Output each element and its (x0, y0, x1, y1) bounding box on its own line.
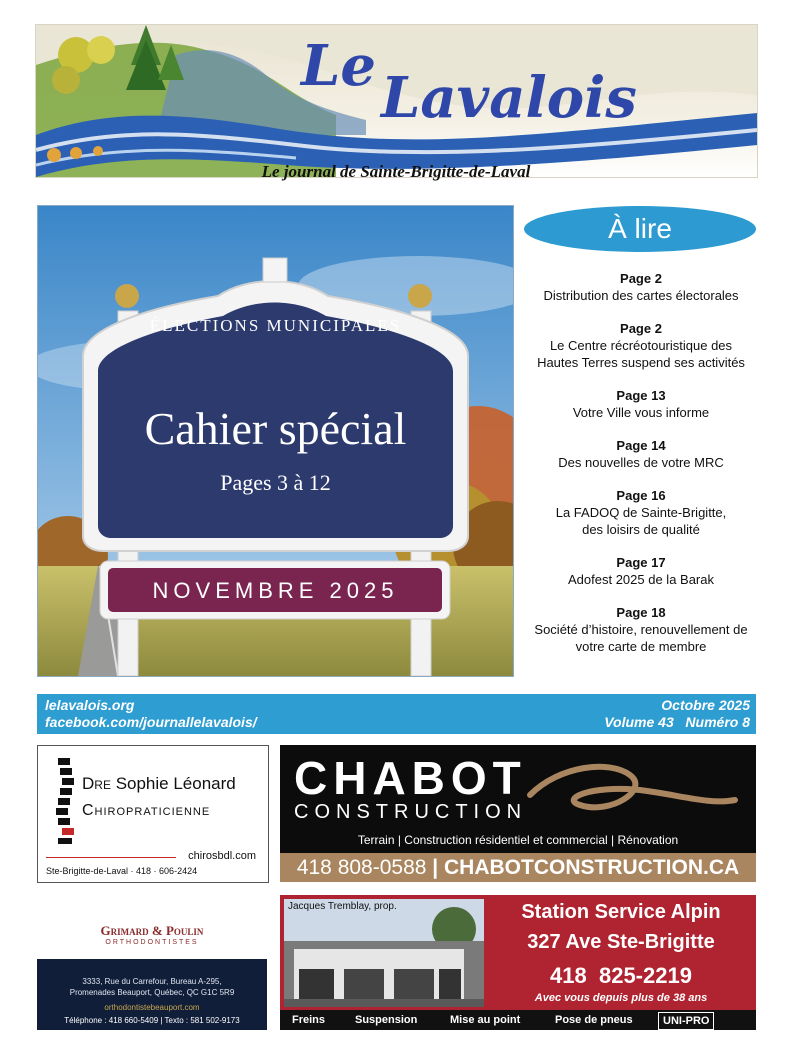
sign-title: Cahier spécial (144, 403, 407, 454)
service-item: Pose de pneus (555, 1014, 633, 1026)
toc-page: Page 14 (616, 438, 666, 453)
ad-chiropractor[interactable] (37, 745, 269, 883)
toc-page: Page 17 (616, 555, 666, 570)
grimard-brand: Grimard & Poulin (100, 923, 204, 938)
sign-month: NOVEMBRE 2025 (152, 578, 399, 603)
toc-line: Des nouvelles de votre MRC (558, 455, 724, 470)
alpin-name: Station Service Alpin (521, 901, 721, 923)
toc-list (520, 270, 762, 671)
toc-item (520, 604, 762, 655)
masthead-title: Lavalois (381, 65, 637, 131)
ad-chabot-construction[interactable]: CHABOT CONSTRUCTION Terrain | Construction résidentiel et commercial | Rénovation 418 808-0588 | CHABOTCONSTRUCTION.CA (280, 745, 756, 882)
alpin-slogan: Avec vous depuis plus de 38 ans (534, 992, 708, 1004)
alpin-phone[interactable]: 418 825-2219 (550, 963, 692, 988)
garage-photo (284, 899, 484, 1007)
spine-icon (50, 756, 80, 846)
grimard-address-1: 3333, Rue du Carrefour, Bureau A-295, (82, 977, 222, 986)
toc-line: Société d’histoire, renouvellement de (534, 622, 748, 637)
toc-heading: À lire (524, 206, 756, 252)
service-item: Suspension (355, 1014, 418, 1026)
toc-item (520, 437, 762, 471)
ad-orthodontists[interactable] (37, 897, 267, 1030)
toc-line: Votre Ville vous informe (572, 405, 710, 420)
toc-item (520, 487, 762, 538)
doctor-prefix: Dre (82, 774, 111, 793)
issue-number: Numéro 8 (685, 714, 750, 730)
toc-line: des loisirs de qualité (582, 522, 700, 537)
website-link[interactable]: lelavalois.org (45, 697, 135, 713)
toc-page: Page 13 (616, 388, 666, 403)
toc-item (520, 270, 762, 304)
issue-date: Octobre 2025 (661, 697, 750, 713)
doctor-role: Chiropraticienne (82, 802, 211, 819)
toc-item (520, 387, 762, 421)
alpin-services-bar (280, 1010, 756, 1030)
info-bar (37, 694, 756, 734)
chiro-website[interactable]: chirosbdl.com (188, 850, 256, 862)
toc-page: Page 16 (616, 488, 666, 503)
toc-line: Distribution des cartes électorales (543, 288, 739, 303)
grimard-website[interactable]: orthodontistebeauport.com (104, 1003, 200, 1012)
service-item: Freins (292, 1014, 326, 1026)
toc-line: La FADOQ de Sainte-Brigitte, (555, 505, 727, 520)
alpin-owner: Jacques Tremblay, prop. (288, 901, 397, 912)
toc-page: Page 18 (616, 605, 666, 620)
grimard-address-2: Promenades Beauport, Québec, QC G1C 5R9 (69, 988, 235, 997)
toc-item (520, 320, 762, 371)
cover-illustration (37, 205, 514, 677)
masthead-title-le: Le (301, 33, 377, 99)
toc-page: Page 2 (620, 321, 662, 336)
grimard-phones: Téléphone : 418 660-5409 | Texto : 581 502-9173 (64, 1016, 240, 1025)
toc-page: Page 2 (620, 271, 662, 286)
grimard-sub: ORTHODONTISTES (105, 939, 199, 946)
sign-arc-text: ÉLECTIONS MUNICIPALES (149, 316, 402, 335)
issue-volume: Volume 43 (604, 714, 674, 730)
toc-line: Le Centre récréotouristique des (549, 338, 733, 353)
ad-station-alpin[interactable] (280, 895, 756, 1030)
chabot-services: Terrain | Construction résidentiel et commercial | Rénovation (357, 833, 679, 847)
signature-logo (520, 755, 740, 825)
chabot-brand: CHABOT (294, 752, 527, 804)
unipro-logo: UNI-PRO (658, 1012, 714, 1030)
toc-line: Adofest 2025 de la Barak (568, 572, 714, 587)
chabot-sub: CONSTRUCTION (294, 801, 528, 823)
masthead-banner (35, 24, 758, 178)
toc-line: Hautes Terres suspend ses activités (537, 355, 745, 370)
chiro-contact: Ste-Brigitte-de-Laval · 418 · 606-2424 (46, 866, 198, 876)
service-item: Mise au point (450, 1014, 521, 1026)
chabot-website[interactable]: CHABOTCONSTRUCTION.CA (444, 856, 740, 879)
tagline: Le journal de Sainte-Brigitte-de-Laval (261, 162, 531, 181)
toc-item (520, 554, 762, 588)
chabot-phone[interactable]: 418 808-0588 (296, 856, 427, 879)
alpin-address: 327 Ave Ste-Brigitte (527, 931, 715, 953)
sign-pages: Pages 3 à 12 (220, 470, 331, 495)
toc-line: votre carte de membre (575, 639, 707, 654)
facebook-link[interactable]: facebook.com/journallelavalois/ (45, 714, 257, 730)
doctor-name: Sophie Léonard (115, 774, 236, 793)
